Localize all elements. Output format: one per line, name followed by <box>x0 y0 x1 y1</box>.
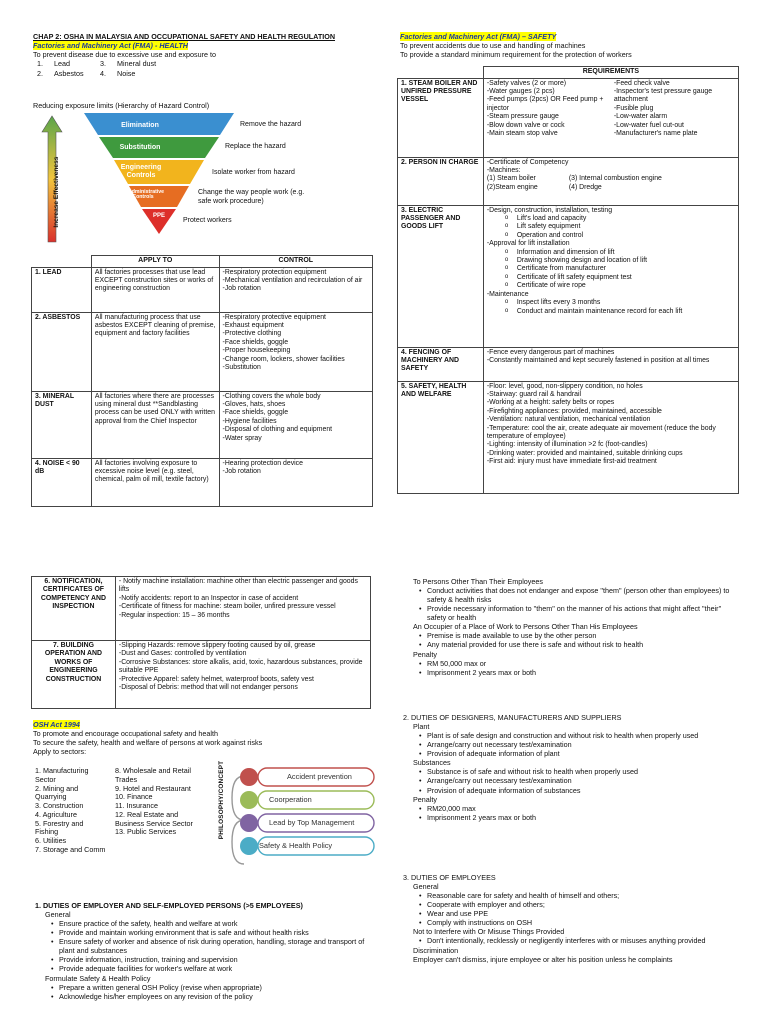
pyramid-label-substitution: Substitution <box>119 144 161 151</box>
subheading: An Occupier of a Place of Work to Persons Other Than His Employees <box>413 622 638 632</box>
list-item: • Don't intentionally, recklessly or negligently interferes with or misuses anything provided <box>417 936 738 945</box>
row-control: -Respiratory protection equipment -Mechanical ventilation and recirculation of air -Job rotation <box>219 267 372 312</box>
subheading: General <box>413 882 439 892</box>
employees-section <box>403 873 738 964</box>
list-item: • Substance is of safe and without risk to health when properly used <box>417 767 738 776</box>
row-apply: All manufacturing process that use asbestos EXCEPT cleaning of premise, equipment and factory facilities <box>91 312 219 391</box>
employer-duties <box>35 901 370 1001</box>
note-replace-hazard: Replace the hazard <box>225 143 286 150</box>
list-item: • Wear and use PPE <box>417 909 738 918</box>
osh-act-title: OSH Act 1994 <box>33 720 80 729</box>
right-top-header <box>400 32 740 59</box>
row-name: 2. PERSON IN CHARGE <box>398 157 484 205</box>
row-content: -Floor: level, good, non-slippery condition, no holes -Stairway: guard rail & handrail -Working at a height: safety belts or ropes -Firefighting appliances: provided, maintained, accessible -Ventilation: natural ventilation, mechanical ventilation -Temperature: cool the air, create adequate air movement (reduce the body temperature of employee) -Lighting: intensity of illumination >2 fc (foot-candles) -Drinking water: provided and maintained, suitable drinking cups -First aid: injury must have immediate first-aid treatment <box>483 381 738 493</box>
table-row <box>398 157 739 205</box>
list-item: • Ensure safety of worker and absence of risk during operation, handling, storage and transport of plant and substances <box>49 937 370 955</box>
row-content: -Certificate of Competency -Machines: (1) Steam boiler (3) Internal combustion engine (2)Steam engine (4) Dredge <box>483 157 738 205</box>
table-row <box>398 347 739 381</box>
list-item: • RM20,000 max <box>417 804 738 813</box>
philosophy-label: PHILOSOPHY/CONCEPT <box>218 760 225 840</box>
list-item: • Provide information, instruction, training and supervision <box>49 955 370 964</box>
fma-safety-subtitle: Factories and Machinery Act (FMA) – SAFETY <box>400 32 557 41</box>
sectors-right <box>115 767 195 837</box>
philo-dot <box>240 791 258 809</box>
list-item: 9. Hotel and Restaurant <box>115 783 191 793</box>
left-top-header <box>33 32 363 79</box>
subheading: Formulate Safety & Health Policy <box>45 973 151 983</box>
list-item: 2. Mining and Quarrying <box>35 783 79 802</box>
osh-line: Apply to sectors: <box>33 747 87 756</box>
pyramid-label-administrative: Administrative Controls <box>128 189 165 201</box>
section-title: 1. DUTIES OF EMPLOYER AND SELF-EMPLOYED PERSONS (>5 EMPLOYEES) <box>35 901 303 910</box>
row-content: -Slipping Hazards: remove slippery footing caused by oil, grease -Dust and Gases: controlled by ventilation -Corrosive Substances: store alkalis, acid, toxic, hazardous substances, provide suitable PPE -Protective Apparel: safety helmet, waterproof boots, safety vest -Disposal of Debris: method that will not endanger persons <box>115 641 370 709</box>
table-row <box>32 641 371 709</box>
item-noise: Noise <box>117 69 136 78</box>
list-item: 8. Wholesale and Retail Trades <box>115 766 191 784</box>
row-name: 4. NOISE < 90 dB <box>32 458 92 506</box>
osh-line: To promote and encourage occupational safety and health <box>33 729 219 738</box>
section-title: 2. DUTIES OF DESIGNERS, MANUFACTURERS AND SUPPLIERS <box>403 713 622 722</box>
reducing-label: Reducing exposure limits (Hierarchy of Hazard Control) <box>33 101 210 110</box>
row-control: -Clothing covers the whole body -Gloves, hats, shoes -Face shields, goggle -Hygiene facilities -Disposal of clothing and equipment -Water spray <box>219 391 372 458</box>
list-item: • Imprisonment 2 years max or both <box>417 813 738 822</box>
safety-table <box>397 66 739 494</box>
subheading: Not to Interfere with Or Misuse Things Provided <box>413 927 565 937</box>
philo-lead-top-mgmt: Lead by Top Management <box>269 818 355 827</box>
table-row <box>32 312 373 391</box>
table-row <box>32 267 373 312</box>
subheading: Penalty <box>413 794 437 804</box>
table-row <box>32 577 371 641</box>
list-item: 4. Agriculture <box>35 809 77 819</box>
list-item: 13. Public Services <box>115 827 177 837</box>
col-requirements: REQUIREMENTS <box>483 67 738 79</box>
row-name: 7. BUILDING OPERATION AND WORKS OF ENGINEERING CONSTRUCTION <box>32 641 116 709</box>
note-protect-workers: Protect workers <box>183 217 232 224</box>
list-item: • Ensure practice of the safety, health and welfare at work <box>49 919 370 928</box>
row-control: -Hearing protection device -Job rotation <box>219 458 372 506</box>
list-item: • Provide adequate facilities for worker's welfare at work <box>49 964 370 973</box>
row-apply: All factories where there are processes using mineral dust **Sandblasting process can be used ONLY with written approval from the Chief Inspector <box>91 391 219 458</box>
row-content: -Fence every dangerous part of machines -Constantly maintained and kept securely fastened in position at all times <box>483 347 738 381</box>
list-item: • Imprisonment 2 years max or both <box>417 668 738 677</box>
row-control: -Respiratory protective equipment -Exhaust equipment -Protective clothing -Face shields, goggle -Proper housekeeping -Change room, lockers, shower facilities -Substitution <box>219 312 372 391</box>
row-name: 1. STEAM BOILER AND UNFIRED PRESSURE VESSEL <box>398 78 484 157</box>
notification-table <box>31 576 371 709</box>
list-item: • Provide necessary information to "them" on the manner of his actions that might affect "their" safety or health <box>417 604 738 622</box>
note-change-way: Change the way people work (e.g. safe work procedure) <box>198 189 305 205</box>
list-item: 12. Real Estate and Business Service Sector <box>115 809 193 828</box>
page-title: CHAP 2: OSHA IN MALAYSIA AND OCCUPATIONAL SAFETY AND HEALTH REGULATION <box>33 32 336 41</box>
list-item: • Conduct activities that does not endanger and expose "them" (person other than employees) to safety & health risks <box>417 586 738 604</box>
table-row <box>32 391 373 458</box>
list-item: 3. Construction <box>35 801 84 811</box>
list-item: • Premise is made available to use by the other person <box>417 631 738 640</box>
list-item: 1. Manufacturing Sector <box>35 766 89 784</box>
pyramid-label-elimination: Elimination <box>121 122 159 129</box>
hazard-hierarchy-diagram <box>38 110 238 250</box>
philo-accident-prevention: Accident prevention <box>287 772 352 781</box>
philo-dot <box>240 837 258 855</box>
list-item: • Comply with instructions on OSH <box>417 918 738 927</box>
list-item: • Provide and maintain working environment that is safe and without health risks <box>49 928 370 937</box>
row-name: 6. NOTIFICATION, CERTIFICATES OF COMPETENCY AND INSPECTION <box>32 577 116 641</box>
pyramid-label-engineering: Engineering Controls <box>120 164 162 179</box>
list-item: • Plant is of safe design and construction and without risk to health when properly used <box>417 731 738 740</box>
osh-line: To secure the safety, health and welfare of persons at work against risks <box>33 738 263 747</box>
designers-section <box>403 713 738 822</box>
list-item: 11. Insurance <box>115 801 159 811</box>
note-isolate-worker: Isolate worker from hazard <box>212 169 295 176</box>
fma-health-subtitle: Factories and Machinery Act (FMA) - HEALTH <box>33 41 188 50</box>
row-apply: All factories processes that use lead EXCEPT construction sites or works of engineering construction <box>91 267 219 312</box>
list-item: 5. Forestry and Fishing <box>35 818 84 837</box>
subheading: Penalty <box>413 649 437 659</box>
health-table <box>31 255 373 507</box>
table-row <box>398 78 739 157</box>
subheading: Plant <box>413 722 430 732</box>
section-title: 3. DUTIES OF EMPLOYEES <box>403 873 496 882</box>
item-num: 4. <box>100 69 106 78</box>
philo-cooperation: Coorperation <box>269 795 312 804</box>
subheading: To Persons Other Than Their Employees <box>413 577 543 586</box>
steam-left: -Safety valves (2 or more) -Water gauges (2 pcs) -Feed pumps (2pcs) OR Feed pump + injector -Steam pressure gauge -Blow down valve or cock -Main steam stop valve <box>483 78 611 157</box>
fma-health-intro: To prevent disease due to excessive use and exposure to <box>33 50 216 59</box>
sectors-left <box>35 767 107 855</box>
subheading: General <box>45 910 71 920</box>
item-lead: Lead <box>54 59 70 68</box>
row-apply: All factories involving exposure to excessive noise level (e.g. steel, chemical, palm oil mill, textile factory) <box>91 458 219 506</box>
row-name: 5. SAFETY, HEALTH AND WELFARE <box>398 381 484 493</box>
row-content: - Notify machine installation: machine other than electric passenger and goods lifts -Notify accidents: report to an Inspector in case of accident -Certificate of fitness for machine: steam boiler, unfired pressure vessel -Regular inspection: 15 – 36 months <box>115 577 370 641</box>
list-item: • Provision of adequate information of plant <box>417 749 738 758</box>
philo-policy: Safety & Health Policy <box>259 841 333 850</box>
table-row <box>32 458 373 506</box>
row-name: 4. FENCING OF MACHINERY AND SAFETY <box>398 347 484 381</box>
subheading: Substances <box>413 758 451 768</box>
fma-safety-intro2: To provide a standard minimum requirement for the protection of workers <box>400 50 632 59</box>
discrimination-text: Employer can't dismiss, injure employee or alter his position unless he complaints <box>413 954 673 964</box>
list-item: • Any material provided for use there is safe and without risk to health <box>417 640 738 649</box>
axis-label-effectiveness: Increase Effectiveness <box>52 156 60 228</box>
list-item: 10. Finance <box>115 792 153 802</box>
col-apply-to: APPLY TO <box>91 256 219 268</box>
item-num: 3. <box>100 59 106 68</box>
row-name: 1. LEAD <box>32 267 92 312</box>
fma-safety-intro1: To prevent accidents due to use and handling of machines <box>400 41 586 50</box>
col-control: CONTROL <box>219 256 372 268</box>
item-asbestos: Asbestos <box>54 69 84 78</box>
list-item: • Arrange/carry out necessary test/examination <box>417 740 738 749</box>
item-num: 1. <box>37 59 43 68</box>
list-item: 7. Storage and Comm <box>35 845 106 855</box>
list-item: • Arrange/carry out necessary test/examination <box>417 776 738 785</box>
item-mineral-dust: Mineral dust <box>117 59 157 68</box>
list-item: • Provision of adequate information of substances <box>417 786 738 795</box>
row-name: 2. ASBESTOS <box>32 312 92 391</box>
item-num: 2. <box>37 69 43 78</box>
pyramid-label-ppe: PPE <box>152 213 165 219</box>
note-remove-hazard: Remove the hazard <box>240 121 302 128</box>
row-content: -Design, construction, installation, testing o Lift's load and capacity o Lift safety equipment o Operation and control -Approval for lift installation o Information and dimension of lift o Drawing showing design and location of lift o Certificate from manufacturer o Certificate of lift safety equipment test o Certificate of wire rope -Maintenance o Inspect lifts every 3 months o Conduct and maintain maintenance record for each lift <box>483 205 738 347</box>
philo-dot <box>240 768 258 786</box>
table-row <box>398 381 739 493</box>
subheading: Discrimination <box>413 945 459 955</box>
steam-right: -Feed check valve -Inspector's test pressure gauge attachment -Fusible plug -Low-water alarm -Low-water fuel cut-out -Manufacturer's name plate <box>611 78 739 157</box>
table-row <box>398 205 739 347</box>
philo-dot <box>240 814 258 832</box>
list-item: • Prepare a written general OSH Policy (revise when appropriate) <box>49 983 370 992</box>
row-name: 3. ELECTRIC PASSENGER AND GOODS LIFT <box>398 205 484 347</box>
others-section <box>403 577 738 677</box>
list-item: 6. Utilities <box>35 836 67 846</box>
list-item: • Acknowledge his/her employees on any revision of the policy <box>49 992 370 1001</box>
list-item: • RM 50,000 max or <box>417 659 738 668</box>
row-name: 3. MINERAL DUST <box>32 391 92 458</box>
list-item: • Reasonable care for safety and health of himself and others; <box>417 891 738 900</box>
list-item: • Cooperate with employer and others; <box>417 900 738 909</box>
